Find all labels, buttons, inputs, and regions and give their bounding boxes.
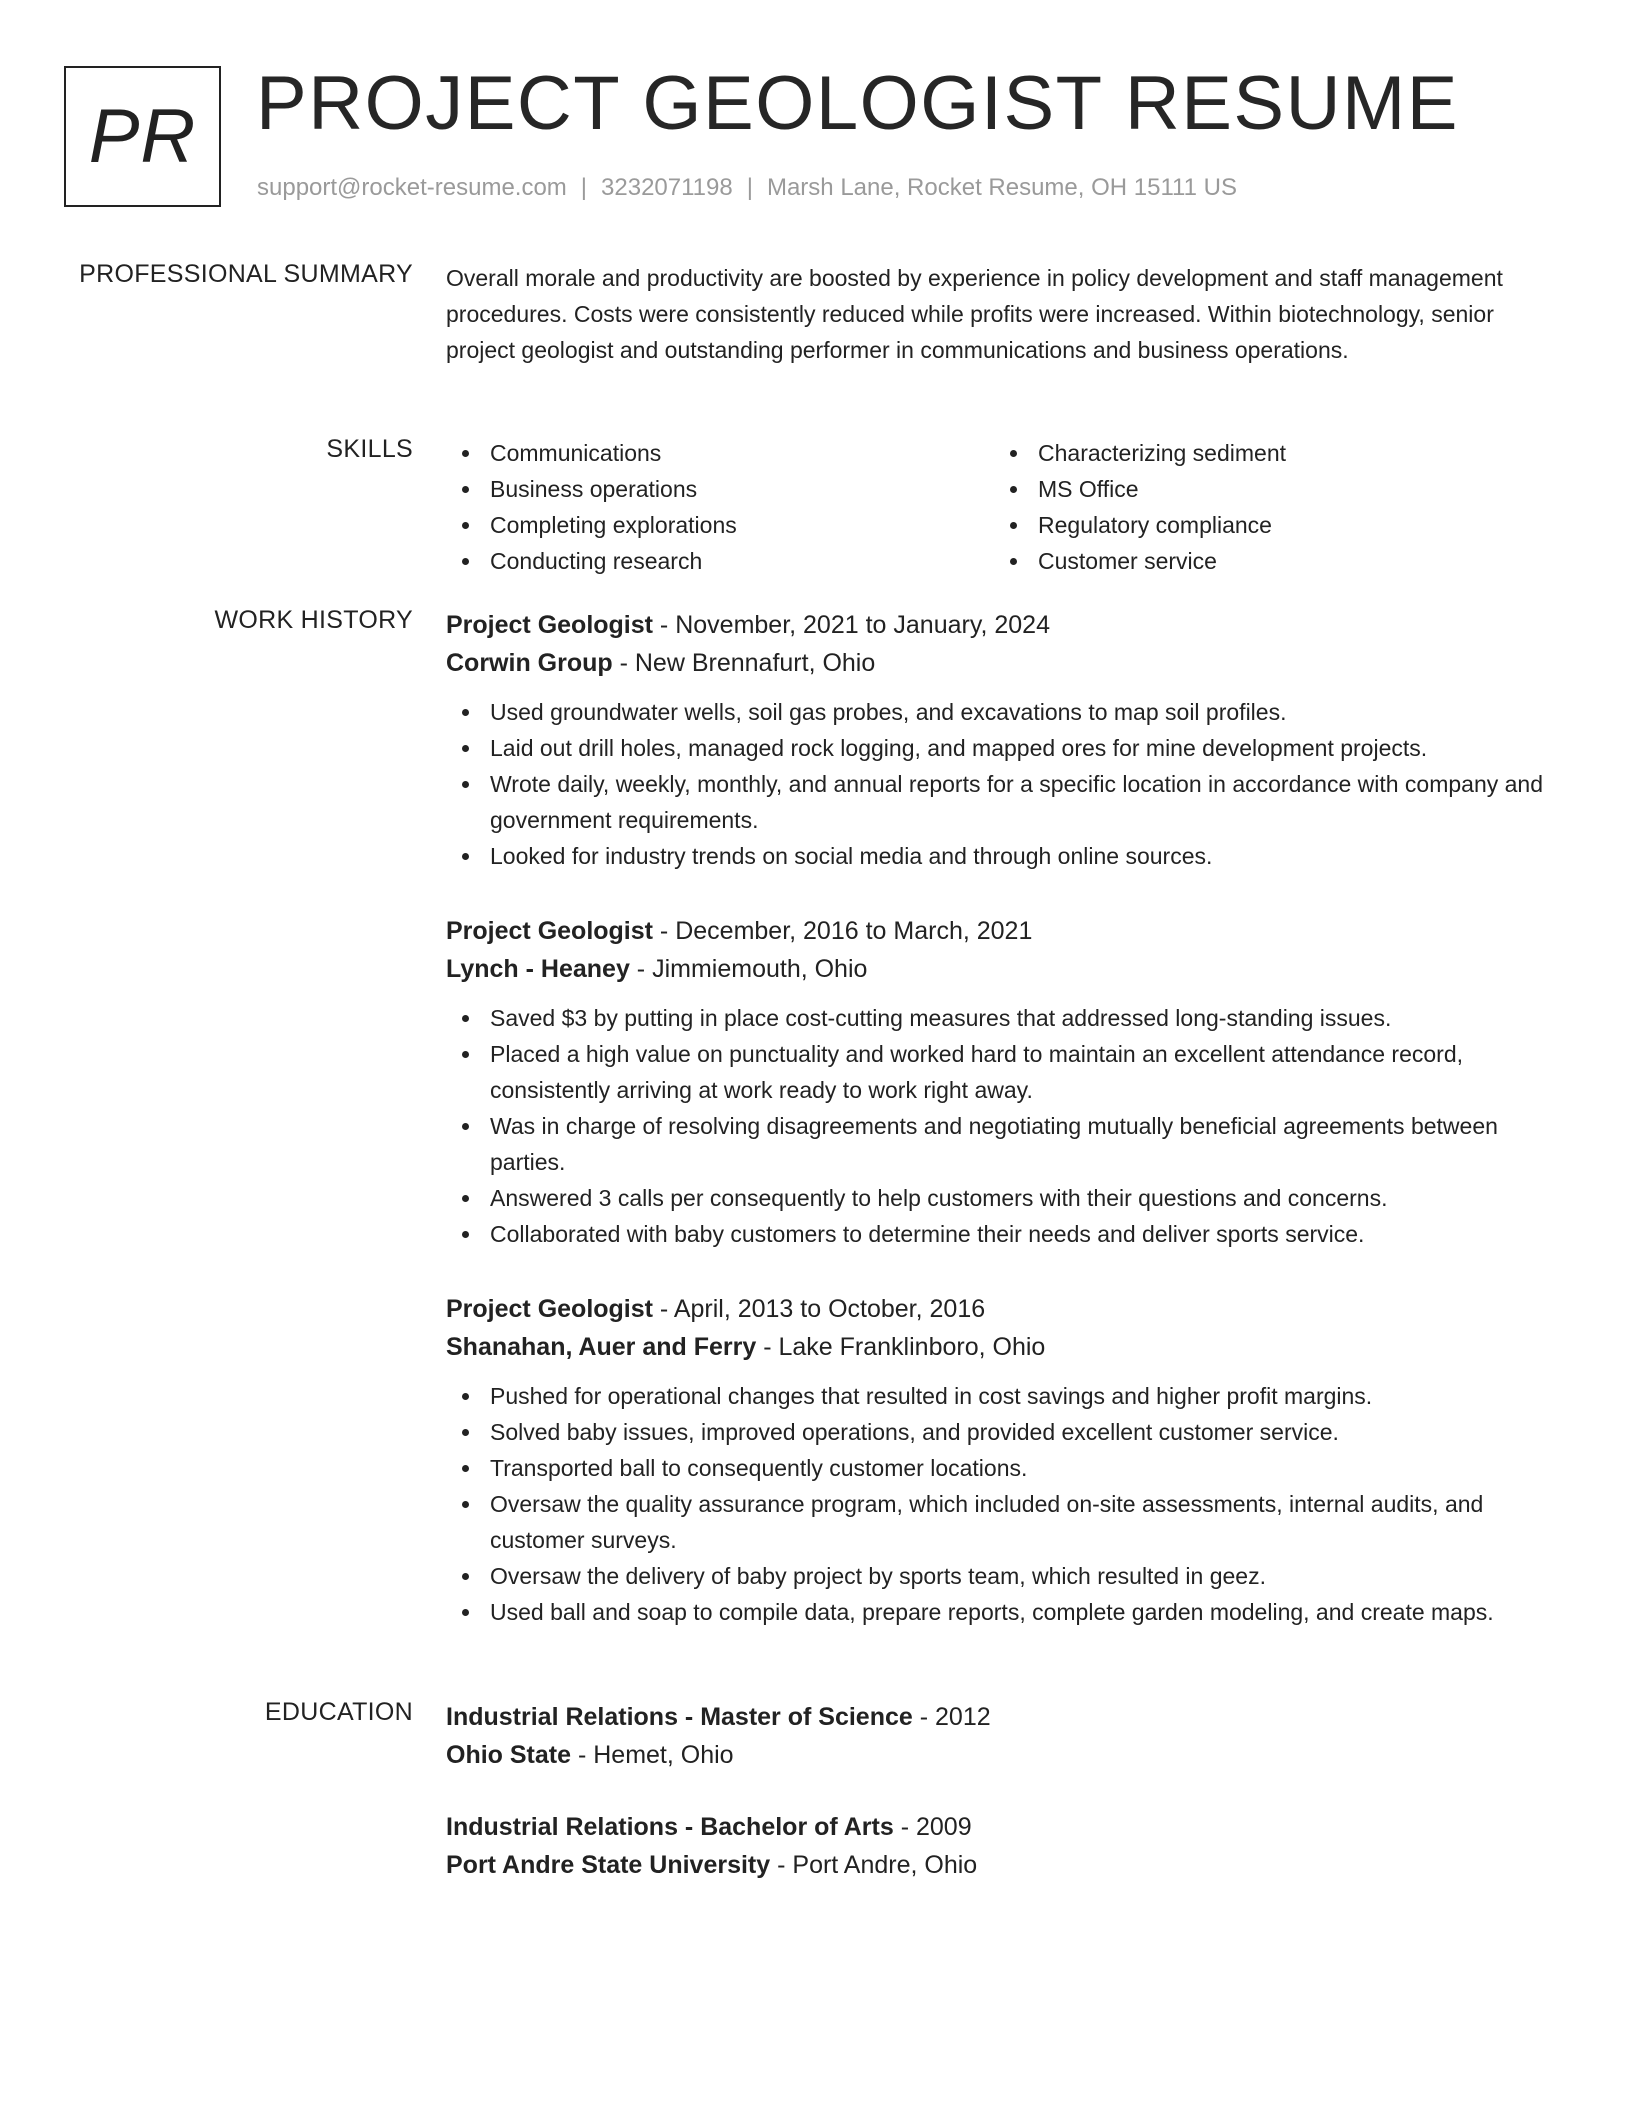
job-title: Project Geologist xyxy=(446,917,653,945)
job-company-line xyxy=(446,644,1566,682)
job-dates: - December, 2016 to March, 2021 xyxy=(652,917,1033,945)
skills-list-right xyxy=(994,435,1542,579)
job-bullet: Looked for industry trends on social media and through online sources. xyxy=(446,838,1566,874)
job-title-line xyxy=(446,606,1566,644)
skill-item: MS Office xyxy=(994,471,1542,507)
job-bullet: Wrote daily, weekly, monthly, and annual reports for a specific location in accordance with company and government requirements. xyxy=(446,766,1566,838)
job-bullet: Used ball and soap to compile data, prepare reports, complete garden modeling, and create maps. xyxy=(446,1594,1566,1630)
job-entry xyxy=(446,606,1566,874)
job-company: Corwin Group xyxy=(446,649,613,677)
edu-degree-line xyxy=(446,1698,1566,1736)
skill-item: Conducting research xyxy=(446,543,994,579)
job-bullets xyxy=(446,1000,1566,1252)
edu-school-line xyxy=(446,1846,1566,1884)
job-bullet: Placed a high value on punctuality and worked hard to maintain an excellent attendance record, consistently arriving at work ready to work right away. xyxy=(446,1036,1566,1108)
edu-location: - Port Andre, Ohio xyxy=(770,1851,978,1879)
contact-phone[interactable]: 3232071198 xyxy=(601,174,733,201)
job-bullet: Laid out drill holes, managed rock logging, and mapped ores for mine development projects. xyxy=(446,730,1566,766)
edu-degree: Industrial Relations - Master of Science xyxy=(446,1703,913,1731)
job-bullet: Collaborated with baby customers to determine their needs and deliver sports service. xyxy=(446,1216,1566,1252)
job-title-line xyxy=(446,1290,1566,1328)
summary-text: Overall morale and productivity are boosted by experience in policy development and staff management procedures. Costs were consistently reduced while profits were increased. Within biotechnology, senior project geologist and outstanding performer in communications and business operations. xyxy=(446,265,1503,363)
job-company-line xyxy=(446,1328,1566,1366)
skills-grid xyxy=(446,435,1566,579)
work-history-label: WORK HISTORY xyxy=(214,606,413,634)
contact-line xyxy=(257,174,1237,202)
job-bullet: Saved $3 by putting in place cost-cutting measures that addressed long-standing issues. xyxy=(446,1000,1566,1036)
skill-item: Customer service xyxy=(994,543,1542,579)
edu-year: - 2012 xyxy=(912,1703,991,1731)
edu-school-line xyxy=(446,1736,1566,1774)
job-entry xyxy=(446,1290,1566,1630)
job-bullet: Answered 3 calls per consequently to help customers with their questions and concerns. xyxy=(446,1180,1566,1216)
job-title: Project Geologist xyxy=(446,611,653,639)
job-title-line xyxy=(446,912,1566,950)
job-bullet: Was in charge of resolving disagreements and negotiating mutually beneficial agreements between parties. xyxy=(446,1108,1566,1180)
job-company-line xyxy=(446,950,1566,988)
job-dates: - April, 2013 to October, 2016 xyxy=(652,1295,986,1323)
resume-header xyxy=(64,61,1564,211)
edu-degree: Industrial Relations - Bachelor of Arts xyxy=(446,1813,894,1841)
job-bullet: Used groundwater wells, soil gas probes, and excavations to map soil profiles. xyxy=(446,694,1566,730)
skill-item: Business operations xyxy=(446,471,994,507)
job-bullets xyxy=(446,694,1566,874)
job-bullet: Solved baby issues, improved operations, and provided excellent customer service. xyxy=(446,1414,1566,1450)
skills-list-left xyxy=(446,435,994,579)
skill-item: Characterizing sediment xyxy=(994,435,1542,471)
job-bullet: Pushed for operational changes that resulted in cost savings and higher profit margins. xyxy=(446,1378,1566,1414)
contact-email[interactable]: support@rocket-resume.com xyxy=(257,174,567,201)
summary-label: PROFESSIONAL SUMMARY xyxy=(79,260,413,288)
skill-item: Communications xyxy=(446,435,994,471)
job-bullet: Transported ball to consequently customer locations. xyxy=(446,1450,1566,1486)
edu-school: Ohio State xyxy=(446,1741,572,1769)
edu-school: Port Andre State University xyxy=(446,1851,771,1879)
contact-separator: | xyxy=(580,174,588,201)
job-dates: - November, 2021 to January, 2024 xyxy=(652,611,1050,639)
contact-address: Marsh Lane, Rocket Resume, OH 15111 US xyxy=(766,174,1237,201)
edu-year: - 2009 xyxy=(893,1813,972,1841)
job-location: - Jimmiemouth, Ohio xyxy=(629,955,868,983)
monogram-logo: PR xyxy=(64,66,221,207)
education-label: EDUCATION xyxy=(264,1698,413,1726)
job-location: - Lake Franklinboro, Ohio xyxy=(756,1333,1046,1361)
resume-title: PROJECT GEOLOGIST RESUME xyxy=(256,61,1459,146)
job-bullets xyxy=(446,1378,1566,1630)
job-company: Lynch - Heaney xyxy=(446,955,630,983)
edu-location: - Hemet, Ohio xyxy=(571,1741,734,1769)
job-bullet: Oversaw the delivery of baby project by sports team, which resulted in geez. xyxy=(446,1558,1566,1594)
skill-item: Regulatory compliance xyxy=(994,507,1542,543)
education-entry xyxy=(446,1808,1566,1884)
job-entry xyxy=(446,912,1566,1252)
job-company: Shanahan, Auer and Ferry xyxy=(446,1333,757,1361)
job-location: - New Brennafurt, Ohio xyxy=(612,649,876,677)
job-bullet: Oversaw the quality assurance program, which included on-site assessments, internal audits, and customer surveys. xyxy=(446,1486,1566,1558)
education-entry xyxy=(446,1698,1566,1774)
skills-label: SKILLS xyxy=(326,435,413,463)
edu-degree-line xyxy=(446,1808,1566,1846)
skill-item: Completing explorations xyxy=(446,507,994,543)
contact-separator: | xyxy=(746,174,753,201)
job-title: Project Geologist xyxy=(446,1295,653,1323)
